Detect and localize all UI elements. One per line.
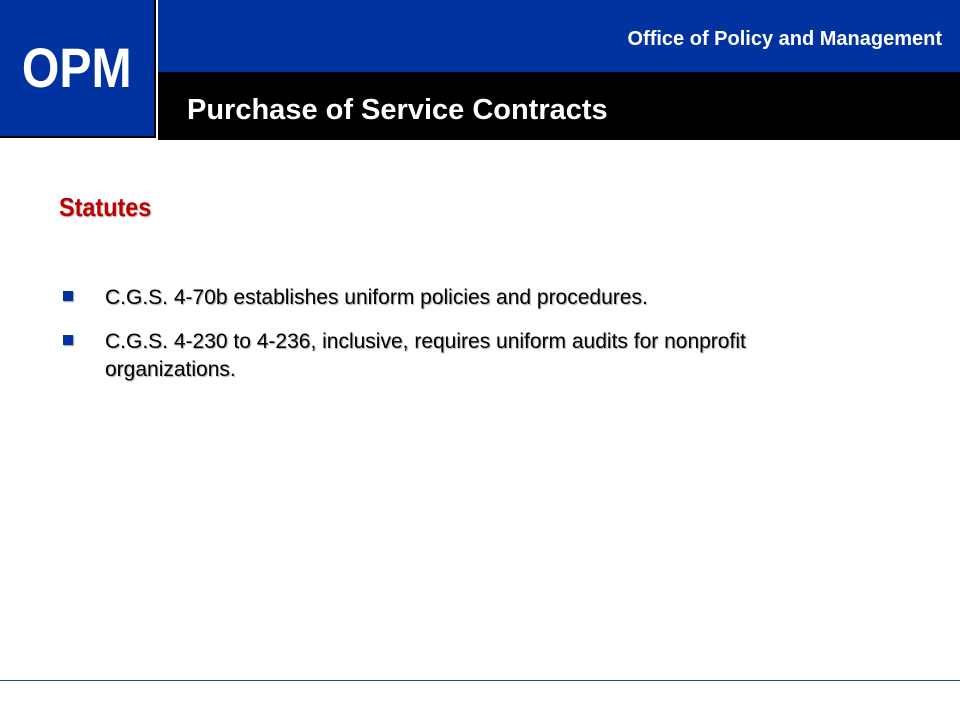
page-title: Purchase of Service Contracts [187,94,608,126]
header-title-bar [158,72,960,140]
opm-logo-box [0,0,156,138]
footer-divider [0,680,960,681]
list-item [60,284,860,312]
header-top-bar [158,0,960,72]
bullet-list [60,284,860,400]
bullet-text: C.G.S. 4-70b establishes uniform policies and procedures. [105,286,648,309]
bullet-text: C.G.S. 4-230 to 4-236, inclusive, requires uniform audits for nonprofit organizations. [105,330,746,381]
list-item [60,328,860,384]
organization-name: Office of Policy and Management [627,28,942,50]
square-bullet-icon [63,291,73,301]
opm-logo-text: OPM [22,35,132,99]
section-heading: Statutes [59,192,152,222]
square-bullet-icon [63,335,73,345]
